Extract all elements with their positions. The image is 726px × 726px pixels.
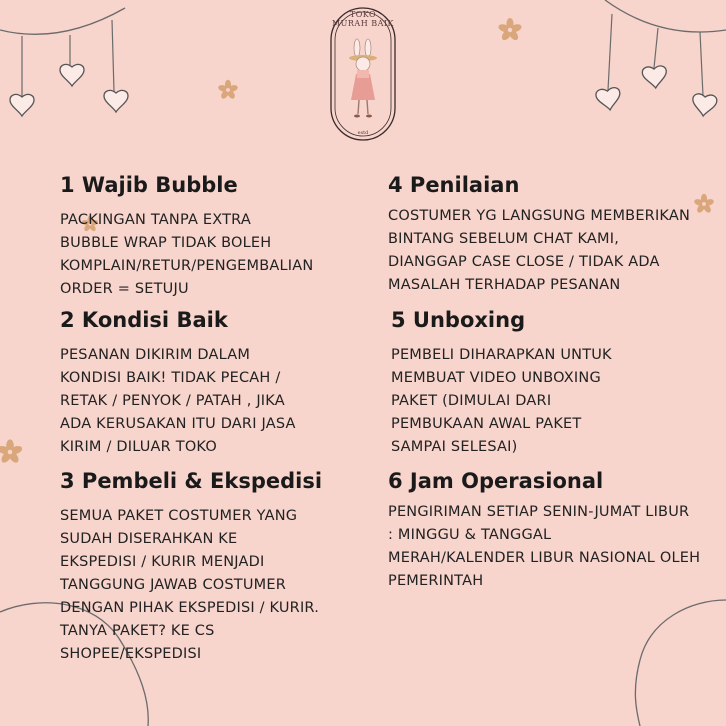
heart-icon (691, 93, 717, 117)
flower-icon (497, 18, 522, 42)
heart-icon (104, 90, 128, 112)
logo-est-mark: estd (357, 130, 369, 136)
rule-title: 5 Unboxing (391, 308, 526, 332)
flower-icon (217, 80, 238, 100)
rule-section-kondisi-baik (60, 306, 350, 459)
rule-section-pembeli-ekspedisi (60, 467, 360, 666)
rule-section-wajib-bubble (60, 171, 350, 301)
rule-title: 1 Wajib Bubble (60, 173, 238, 197)
rule-body: PENGIRIMAN SETIAP SENIN-JUMAT LIBUR : MINGGU & TANGGAL MERAH/KALENDER LIBUR NASIONAL OLEH PEMERINTAH (388, 504, 701, 589)
rule-section-unboxing (391, 306, 691, 459)
rule-section-jam-operasional (388, 467, 718, 593)
rule-section-penilaian (388, 171, 718, 297)
garland-string-right (605, 0, 726, 32)
heart-icon (642, 65, 668, 89)
shop-logo (331, 8, 395, 140)
heart-icon (10, 94, 34, 116)
shop-name: TOKO MURAH BAIK (331, 10, 395, 28)
rule-title: 4 Penilaian (388, 173, 520, 197)
rule-body: SEMUA PAKET COSTUMER YANG SUDAH DISERAHKAN KE EKSPEDISI / KURIR MENJADI TANGGUNG JAWAB COSTUMER DENGAN PIHAK EKSPEDISI / KURIR. TANYA PAKET? KE CS SHOPEE/EKSPEDISI (60, 508, 320, 662)
rule-body: PEMBELI DIHARAPKAN UNTUK MEMBUAT VIDEO UNBOXING PAKET (DIMULAI DARI PEMBUKAAN AWAL PAKET SAMPAI SELESAI) (391, 347, 612, 455)
rule-body: COSTUMER YG LANGSUNG MEMBERIKAN BINTANG SEBELUM CHAT KAMI, DIANGGAP CASE CLOSE / TIDAK ADA MASALAH TERHADAP PESANAN (388, 208, 691, 293)
rule-body: PACKINGAN TANPA EXTRA BUBBLE WRAP TIDAK BOLEH KOMPLAIN/RETUR/PENGEMBALIAN ORDER = SETUJU (60, 212, 314, 297)
corner-curve-right (635, 600, 726, 726)
rule-title: 3 Pembeli & Ekspedisi (60, 469, 323, 493)
heart-icon (595, 87, 622, 112)
garland-string-left (0, 8, 125, 34)
rule-title: 6 Jam Operasional (388, 469, 604, 493)
flower-icon (0, 439, 23, 464)
rule-title: 2 Kondisi Baik (60, 308, 228, 332)
rule-body: PESANAN DIKIRIM DALAM KONDISI BAIK! TIDAK PECAH / RETAK / PENYOK / PATAH , JIKA ADA KERUSAKAN ITU DARI JASA KIRIM / DILUAR TOKO (60, 347, 296, 455)
heart-icon (60, 64, 84, 86)
